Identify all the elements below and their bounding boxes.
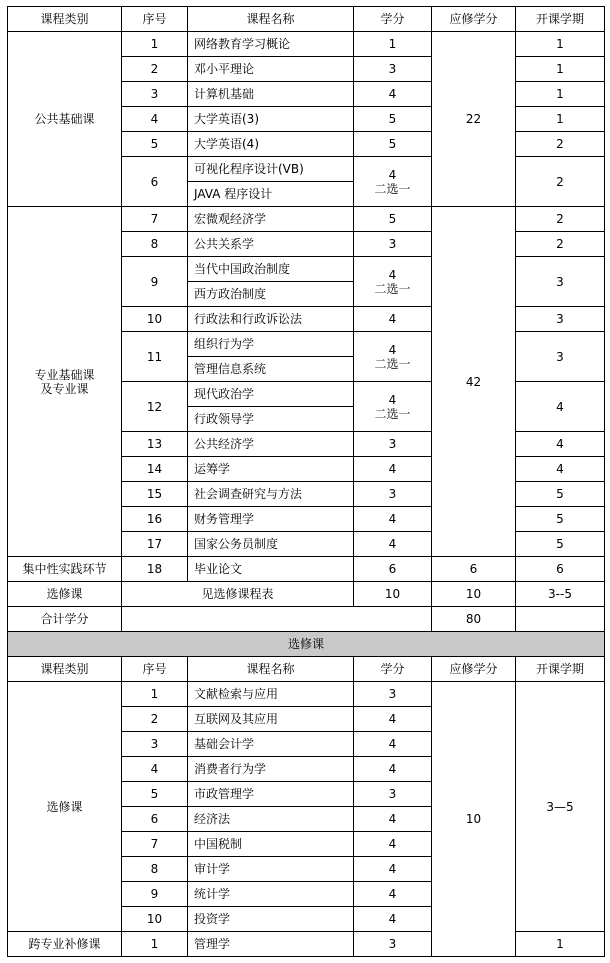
number-cell: 1 — [122, 932, 188, 957]
course-name-cell: 大学英语(3) — [188, 107, 354, 132]
number-cell: 18 — [122, 557, 188, 582]
header-row — [8, 657, 605, 682]
course-name-cell: 互联网及其应用 — [188, 707, 354, 732]
credit-cell: 4 — [354, 707, 432, 732]
required-credits-cell: 10 — [432, 582, 516, 607]
number-cell: 5 — [122, 782, 188, 807]
required-credits-cell: 22 — [432, 32, 516, 207]
term-cell: 2 — [516, 132, 605, 157]
credit-cell: 4 — [354, 807, 432, 832]
header-cell: 学分 — [354, 657, 432, 682]
category-cell: 公共基础课 — [8, 32, 122, 207]
course-name-cell: 审计学 — [188, 857, 354, 882]
term-cell: 2 — [516, 207, 605, 232]
header-cell: 序号 — [122, 657, 188, 682]
term-cell: 4 — [516, 457, 605, 482]
course-name-cell: 当代中国政治制度 — [188, 257, 354, 282]
table-row — [8, 32, 605, 57]
number-cell: 7 — [122, 207, 188, 232]
course-name-cell: 可视化程序设计(VB) — [188, 157, 354, 182]
number-cell: 11 — [122, 332, 188, 382]
course-name-cell: 公共经济学 — [188, 432, 354, 457]
required-credits-cell: 6 — [432, 557, 516, 582]
course-name-cell: 运筹学 — [188, 457, 354, 482]
term-cell: 1 — [516, 32, 605, 57]
term-cell: 3 — [516, 307, 605, 332]
term-cell: 4 — [516, 432, 605, 457]
course-table — [7, 6, 605, 957]
course-name-cell: 管理信息系统 — [188, 357, 354, 382]
table-row — [8, 207, 605, 232]
credit-cell: 3 — [354, 932, 432, 957]
category-cell: 选修课 — [8, 682, 122, 932]
sum-row — [8, 607, 605, 632]
course-table-container — [7, 6, 605, 957]
header-cell: 课程类别 — [8, 7, 122, 32]
credit-cell: 4 二选一 — [354, 157, 432, 207]
header-cell: 课程名称 — [188, 7, 354, 32]
number-cell: 12 — [122, 382, 188, 432]
course-name-cell: 行政领导学 — [188, 407, 354, 432]
term-cell: 1 — [516, 932, 605, 957]
number-cell: 13 — [122, 432, 188, 457]
sum-label-cell: 合计学分 — [8, 607, 122, 632]
credit-cell: 4 — [354, 307, 432, 332]
credit-cell: 4 — [354, 882, 432, 907]
course-name-cell: 大学英语(4) — [188, 132, 354, 157]
term-cell: 1 — [516, 82, 605, 107]
number-cell: 17 — [122, 532, 188, 557]
course-name-cell: 现代政治学 — [188, 382, 354, 407]
course-name-cell: 国家公务员制度 — [188, 532, 354, 557]
header-row — [8, 7, 605, 32]
term-cell: 2 — [516, 157, 605, 207]
course-name-cell: 财务管理学 — [188, 507, 354, 532]
category-cell: 专业基础课 及专业课 — [8, 207, 122, 557]
credit-cell: 4 二选一 — [354, 382, 432, 432]
category-cell: 集中性实践环节 — [8, 557, 122, 582]
credit-cell: 5 — [354, 107, 432, 132]
term-cell: 5 — [516, 482, 605, 507]
number-cell: 10 — [122, 907, 188, 932]
elective-summary-row — [8, 582, 605, 607]
header-cell: 开课学期 — [516, 7, 605, 32]
term-cell: 2 — [516, 232, 605, 257]
number-cell: 3 — [122, 82, 188, 107]
term-cell: 3—5 — [516, 682, 605, 932]
credit-cell: 4 — [354, 457, 432, 482]
credit-cell: 10 — [354, 582, 432, 607]
term-cell: 4 — [516, 382, 605, 432]
section-title-cell: 选修课 — [8, 632, 605, 657]
course-name-cell: 公共关系学 — [188, 232, 354, 257]
number-cell: 9 — [122, 257, 188, 307]
table-row — [8, 932, 605, 957]
term-cell: 3 — [516, 332, 605, 382]
practice-row — [8, 557, 605, 582]
table-row — [8, 682, 605, 707]
credit-cell: 4 — [354, 507, 432, 532]
number-cell: 6 — [122, 807, 188, 832]
number-cell: 3 — [122, 732, 188, 757]
course-table-body — [8, 7, 605, 957]
credit-cell: 4 — [354, 907, 432, 932]
category-cell: 选修课 — [8, 582, 122, 607]
number-cell: 9 — [122, 882, 188, 907]
course-name-cell: 经济法 — [188, 807, 354, 832]
credit-cell: 3 — [354, 432, 432, 457]
credit-cell: 1 — [354, 32, 432, 57]
course-name-cell: JAVA 程序设计 — [188, 182, 354, 207]
term-cell: 1 — [516, 57, 605, 82]
course-name-cell: 毕业论文 — [188, 557, 354, 582]
course-name-cell: 文献检索与应用 — [188, 682, 354, 707]
credit-cell: 6 — [354, 557, 432, 582]
number-cell: 16 — [122, 507, 188, 532]
header-cell: 学分 — [354, 7, 432, 32]
header-cell: 序号 — [122, 7, 188, 32]
term-cell: 6 — [516, 557, 605, 582]
credit-cell: 4 二选一 — [354, 257, 432, 307]
number-cell: 14 — [122, 457, 188, 482]
number-cell: 7 — [122, 832, 188, 857]
header-cell: 应修学分 — [432, 657, 516, 682]
number-cell: 4 — [122, 757, 188, 782]
credit-cell: 5 — [354, 207, 432, 232]
credit-cell: 3 — [354, 782, 432, 807]
course-name-cell: 市政管理学 — [188, 782, 354, 807]
course-name-cell: 邓小平理论 — [188, 57, 354, 82]
number-cell: 2 — [122, 707, 188, 732]
course-name-cell: 计算机基础 — [188, 82, 354, 107]
number-cell: 8 — [122, 232, 188, 257]
header-cell: 课程类别 — [8, 657, 122, 682]
number-cell: 10 — [122, 307, 188, 332]
number-cell: 6 — [122, 157, 188, 207]
credit-cell: 4 — [354, 82, 432, 107]
empty-cell — [122, 607, 432, 632]
term-cell: 3 — [516, 257, 605, 307]
course-name-cell: 基础会计学 — [188, 732, 354, 757]
credit-cell: 4 — [354, 857, 432, 882]
credit-cell: 3 — [354, 57, 432, 82]
course-name-cell: 宏微观经济学 — [188, 207, 354, 232]
course-name-cell: 统计学 — [188, 882, 354, 907]
course-name-cell: 社会调查研究与方法 — [188, 482, 354, 507]
number-cell: 4 — [122, 107, 188, 132]
number-cell: 1 — [122, 32, 188, 57]
credit-cell: 4 — [354, 757, 432, 782]
category-cell: 跨专业补修课 — [8, 932, 122, 957]
header-cell: 应修学分 — [432, 7, 516, 32]
number-cell: 15 — [122, 482, 188, 507]
course-name-cell: 组织行为学 — [188, 332, 354, 357]
term-cell: 5 — [516, 532, 605, 557]
sum-total-cell: 80 — [432, 607, 516, 632]
number-cell: 5 — [122, 132, 188, 157]
course-name-cell: 投资学 — [188, 907, 354, 932]
term-cell: 5 — [516, 507, 605, 532]
required-credits-cell: 42 — [432, 207, 516, 557]
number-cell: 2 — [122, 57, 188, 82]
course-name-cell: 中国税制 — [188, 832, 354, 857]
header-cell: 课程名称 — [188, 657, 354, 682]
credit-cell: 3 — [354, 482, 432, 507]
credit-cell: 3 — [354, 682, 432, 707]
credit-cell: 3 — [354, 232, 432, 257]
course-name-cell: 网络教育学习概论 — [188, 32, 354, 57]
empty-cell — [516, 607, 605, 632]
number-cell: 8 — [122, 857, 188, 882]
course-name-cell: 管理学 — [188, 932, 354, 957]
term-cell: 3--5 — [516, 582, 605, 607]
credit-cell: 4 二选一 — [354, 332, 432, 382]
required-credits-cell: 10 — [432, 682, 516, 957]
term-cell: 1 — [516, 107, 605, 132]
course-name-cell: 西方政治制度 — [188, 282, 354, 307]
course-name-cell: 行政法和行政诉讼法 — [188, 307, 354, 332]
section-title-row — [8, 632, 605, 657]
number-cell: 1 — [122, 682, 188, 707]
course-name-cell: 消费者行为学 — [188, 757, 354, 782]
credit-cell: 4 — [354, 532, 432, 557]
credit-cell: 4 — [354, 832, 432, 857]
credit-cell: 5 — [354, 132, 432, 157]
header-cell: 开课学期 — [516, 657, 605, 682]
course-name-cell: 见选修课程表 — [122, 582, 354, 607]
credit-cell: 4 — [354, 732, 432, 757]
